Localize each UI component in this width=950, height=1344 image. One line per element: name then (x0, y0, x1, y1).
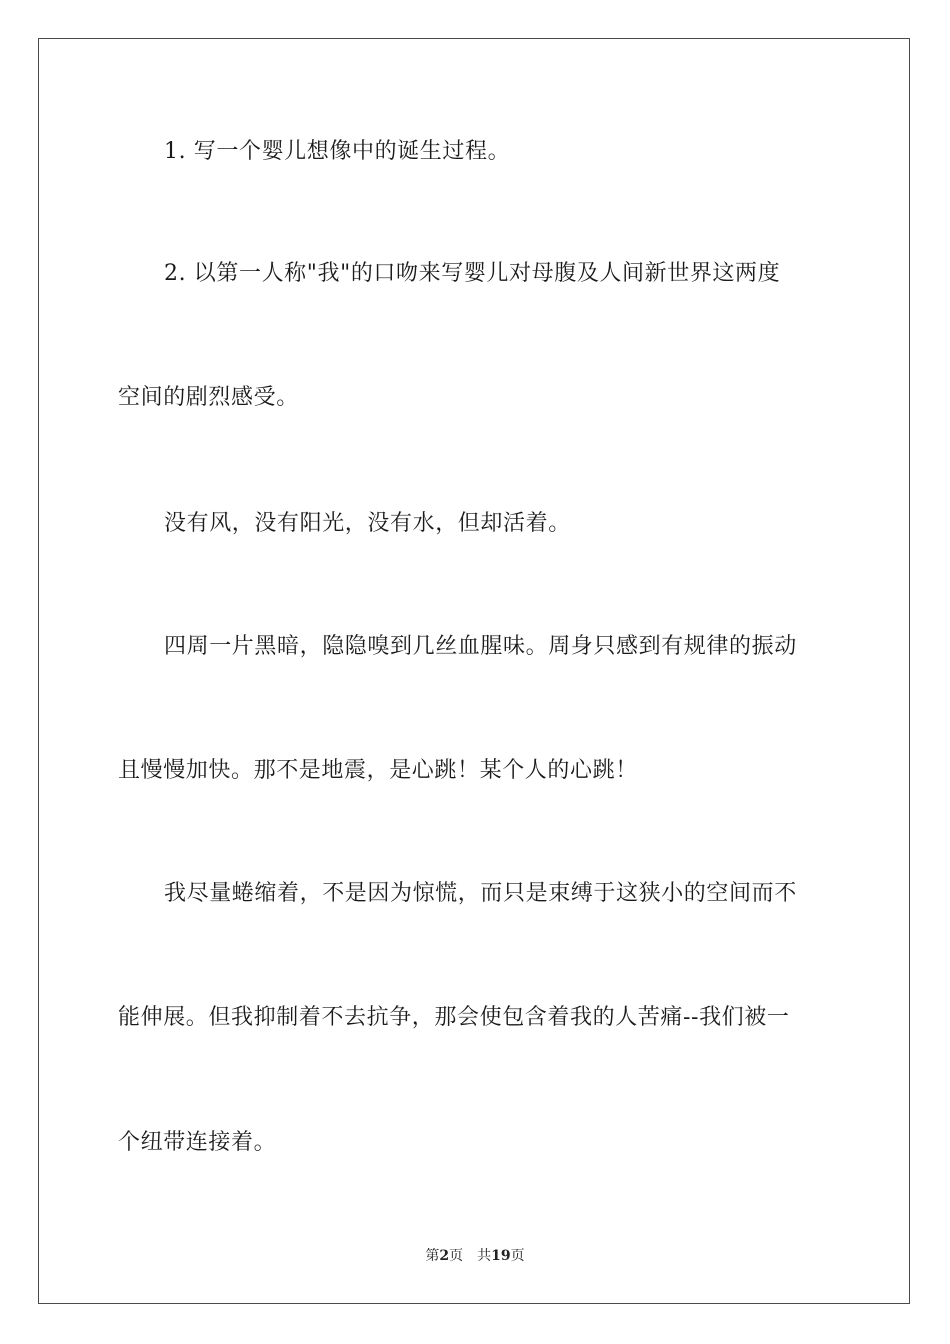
paragraph-line: 四周一片黑暗，隐隐嗅到几丝血腥味。周身只感到有规律的振动 (164, 634, 797, 659)
total-prefix: 共 (477, 1248, 492, 1264)
paragraph-line: 我尽量蜷缩着，不是因为惊慌，而只是束缚于这狭小的空间而不 (164, 881, 797, 906)
page-border (38, 38, 910, 1304)
paragraph-line: 个纽带连接着。 (118, 1130, 277, 1155)
page-suffix: 页 (449, 1248, 464, 1264)
paragraph-line: 能伸展。但我抑制着不去抗争，那会使包含着我的人苦痛--我们被一 (118, 1005, 790, 1030)
page-prefix: 第 (425, 1248, 440, 1264)
page-footer (0, 1247, 950, 1265)
paragraph-line: 空间的剧烈感受。 (118, 385, 299, 410)
total-pages: 19 (491, 1248, 511, 1264)
paragraph-line: 且慢慢加快。那不是地震，是心跳！某个人的心跳！ (118, 758, 638, 783)
paragraph-line: 1. 写一个婴儿想像中的诞生过程。 (164, 139, 511, 164)
paragraph-line: 没有风，没有阳光，没有水，但却活着。 (164, 511, 571, 536)
page-number: 2 (439, 1248, 450, 1264)
total-suffix: 页 (510, 1248, 525, 1264)
paragraph-line: 2. 以第一人称"我"的口吻来写婴儿对母腹及人间新世界这两度 (164, 261, 781, 286)
